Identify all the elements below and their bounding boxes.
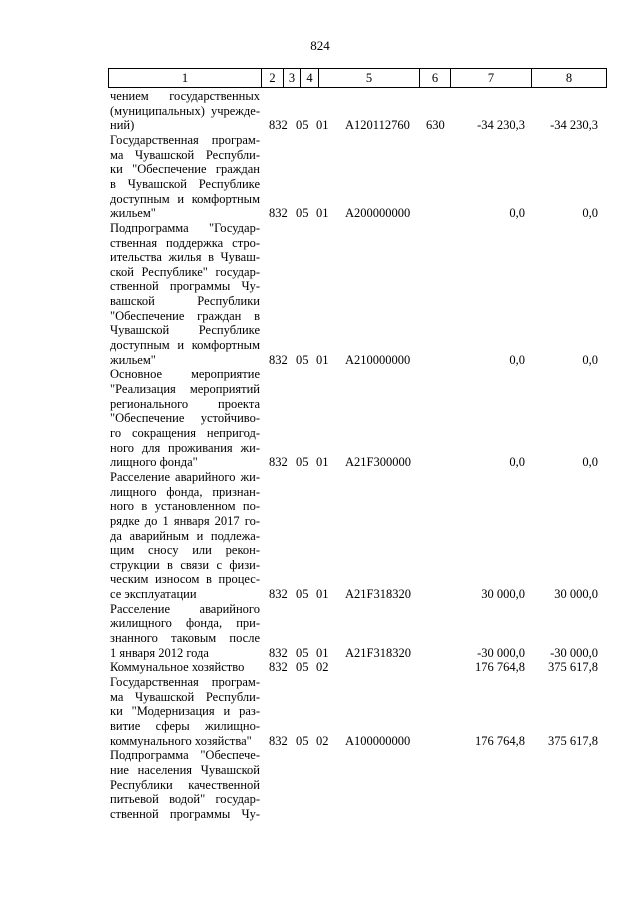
row-4-cell-c2: 832 xyxy=(269,587,288,602)
row-5-text-line-3: 1 января 2012 года xyxy=(110,645,209,660)
row-1-cell-c3: 05 xyxy=(296,206,309,221)
row-2-text-line-1: ственная поддержка стро- xyxy=(110,235,260,250)
row-3-cell-c4: 01 xyxy=(316,455,329,470)
row-6-cell-c2: 832 xyxy=(269,660,288,675)
row-4-cell-c5: А21F318320 xyxy=(345,587,411,602)
row-2-cell-c5: А210000000 xyxy=(345,352,411,367)
row-2-text-line-7: Чувашской Республике xyxy=(110,323,260,338)
row-1-cell-c8: 0,0 xyxy=(582,206,598,221)
header-col-8: 8 xyxy=(531,69,606,87)
row-1-cell-c5: А200000000 xyxy=(345,206,411,221)
header-col-4: 4 xyxy=(300,69,318,87)
header-col-1: 1 xyxy=(181,71,189,85)
row-3-text-line-4: го сокращения непригод- xyxy=(110,425,260,440)
row-4-text-line-8: се эксплуатации xyxy=(110,587,197,602)
row-7-cell-c8: 375 617,8 xyxy=(548,733,598,748)
row-0-cell-c3: 05 xyxy=(296,118,309,133)
row-0-text-line-2: ний) xyxy=(110,118,135,133)
row-3-cell-c3: 05 xyxy=(296,455,309,470)
row-7-cell-c5: А100000000 xyxy=(345,733,411,748)
row-5-text-line-0: Расселение аварийного xyxy=(110,601,260,616)
row-7-cell-c4: 02 xyxy=(316,733,329,748)
row-2-text-line-8: доступным и комфортным xyxy=(110,338,260,353)
row-8-text-line-1: ние населения Чувашской xyxy=(110,762,260,777)
row-2-text-line-9: жильем" xyxy=(110,352,156,367)
row-0-text-line-1: (муниципальных) учрежде- xyxy=(110,103,260,118)
header-col-6: 6 xyxy=(419,69,450,87)
row-0-cell-c7: -34 230,3 xyxy=(477,118,525,133)
row-5-cell-c4: 01 xyxy=(316,645,329,660)
row-5-cell-c7: -30 000,0 xyxy=(477,645,525,660)
row-6-cell-c7: 176 764,8 xyxy=(475,660,525,675)
row-2-text-line-2: ительства жилья в Чуваш- xyxy=(110,250,260,265)
row-4-text-line-2: ного в установленном по- xyxy=(110,499,260,514)
row-2-text-line-3: ской Республике" государ- xyxy=(110,264,260,279)
row-1-text-line-1: ма Чувашской Республи- xyxy=(110,147,260,162)
row-8-text-line-4: ственной программы Чу- xyxy=(110,806,260,821)
row-4-cell-c8: 30 000,0 xyxy=(554,587,598,602)
row-1-text-line-0: Государственная програм- xyxy=(110,132,260,147)
row-3-cell-c5: А21F300000 xyxy=(345,455,411,470)
header-col-2: 2 xyxy=(261,69,283,87)
row-6-cell-c3: 05 xyxy=(296,660,309,675)
row-2-cell-c4: 01 xyxy=(316,352,329,367)
row-4-text-line-4: да аварийным и подлежа- xyxy=(110,528,260,543)
row-4-text-line-1: лищного фонда, признан- xyxy=(110,484,260,499)
row-2-text-line-0: Подпрограмма "Государ- xyxy=(110,220,260,235)
row-2-cell-c2: 832 xyxy=(269,352,288,367)
row-0-cell-c4: 01 xyxy=(316,118,329,133)
row-3-text-line-1: "Реализация мероприятий xyxy=(110,382,260,396)
header-col-3: 3 xyxy=(283,69,300,87)
row-4-cell-c4: 01 xyxy=(316,587,329,602)
row-0-cell-c6: 630 xyxy=(426,118,445,133)
row-0-text-line-0: чением государственных xyxy=(110,89,260,103)
row-4-text-line-0: Расселение аварийного жи- xyxy=(110,469,260,484)
row-8-text-line-3: питьевой водой" государ- xyxy=(110,792,260,807)
row-0-cell-c5: А120112760 xyxy=(345,118,410,133)
row-5-cell-c2: 832 xyxy=(269,645,288,660)
row-6-cell-c8: 375 617,8 xyxy=(548,660,598,675)
header-col-5: 5 xyxy=(318,69,419,87)
row-2-cell-c7: 0,0 xyxy=(509,352,525,367)
row-1-text-line-4: доступным и комфортным xyxy=(110,191,260,206)
row-3-cell-c8: 0,0 xyxy=(582,455,598,470)
row-6-cell-c4: 02 xyxy=(316,660,329,675)
row-7-text-line-4: коммунального хозяйства" xyxy=(110,733,252,748)
row-5-cell-c5: А21F318320 xyxy=(345,645,411,660)
row-4-text-line-3: рядке до 1 января 2017 го- xyxy=(110,513,260,528)
row-4-text-line-5: щим сносу или рекон- xyxy=(110,543,260,558)
header-col-7: 7 xyxy=(450,69,531,87)
row-3-cell-c7: 0,0 xyxy=(509,455,525,470)
row-1-text-line-2: ки "Обеспечение граждан xyxy=(110,162,260,177)
row-5-text-line-1: жилищного фонда, при- xyxy=(110,616,260,631)
row-8-text-line-0: Подпрограмма "Обеспече- xyxy=(110,748,260,763)
row-3-cell-c2: 832 xyxy=(269,455,288,470)
row-7-text-line-3: витие сферы жилищно- xyxy=(110,718,260,733)
row-2-cell-c3: 05 xyxy=(296,352,309,367)
row-4-text-line-7: ческим износом в процес- xyxy=(110,572,260,587)
table-header xyxy=(108,68,607,88)
row-4-text-line-6: струкции в связи с физи- xyxy=(110,557,260,572)
row-4-cell-c3: 05 xyxy=(296,587,309,602)
row-3-text-line-2: регионального проекта xyxy=(110,396,260,411)
row-7-cell-c2: 832 xyxy=(269,733,288,748)
row-2-cell-c8: 0,0 xyxy=(582,352,598,367)
row-1-cell-c7: 0,0 xyxy=(509,206,525,221)
row-1-text-line-3: в Чувашской Республике xyxy=(110,176,260,191)
row-3-text-line-3: "Обеспечение устойчиво- xyxy=(110,411,260,426)
page-number: 824 xyxy=(310,38,330,53)
row-7-text-line-0: Государственная програм- xyxy=(110,675,260,689)
row-0-cell-c8: -34 230,3 xyxy=(550,118,598,133)
row-6-text-line-0: Коммунальное хозяйство xyxy=(110,660,245,675)
row-5-cell-c3: 05 xyxy=(296,645,309,660)
row-8-text-line-2: Республики качественной xyxy=(110,777,260,792)
row-3-text-line-5: ного для проживания жи- xyxy=(110,440,260,455)
row-1-cell-c4: 01 xyxy=(316,206,329,221)
row-0-cell-c2: 832 xyxy=(269,118,288,133)
row-7-text-line-1: ма Чувашской Республи- xyxy=(110,689,260,704)
row-7-cell-c3: 05 xyxy=(296,733,309,748)
row-7-cell-c7: 176 764,8 xyxy=(475,733,525,748)
row-4-cell-c7: 30 000,0 xyxy=(481,587,525,602)
row-2-text-line-6: "Обеспечение граждан в xyxy=(110,308,260,323)
row-3-text-line-6: лищного фонда" xyxy=(110,455,198,470)
row-1-text-line-5: жильем" xyxy=(110,206,156,221)
row-5-cell-c8: -30 000,0 xyxy=(550,645,598,660)
row-3-text-line-0: Основное мероприятие xyxy=(110,367,260,382)
row-1-cell-c2: 832 xyxy=(269,206,288,221)
row-2-text-line-5: вашской Республики xyxy=(110,294,260,309)
row-7-text-line-2: ки "Модернизация и раз- xyxy=(110,704,260,719)
row-5-text-line-2: знанного таковым после xyxy=(110,631,260,646)
row-2-text-line-4: ственной программы Чу- xyxy=(110,279,260,294)
